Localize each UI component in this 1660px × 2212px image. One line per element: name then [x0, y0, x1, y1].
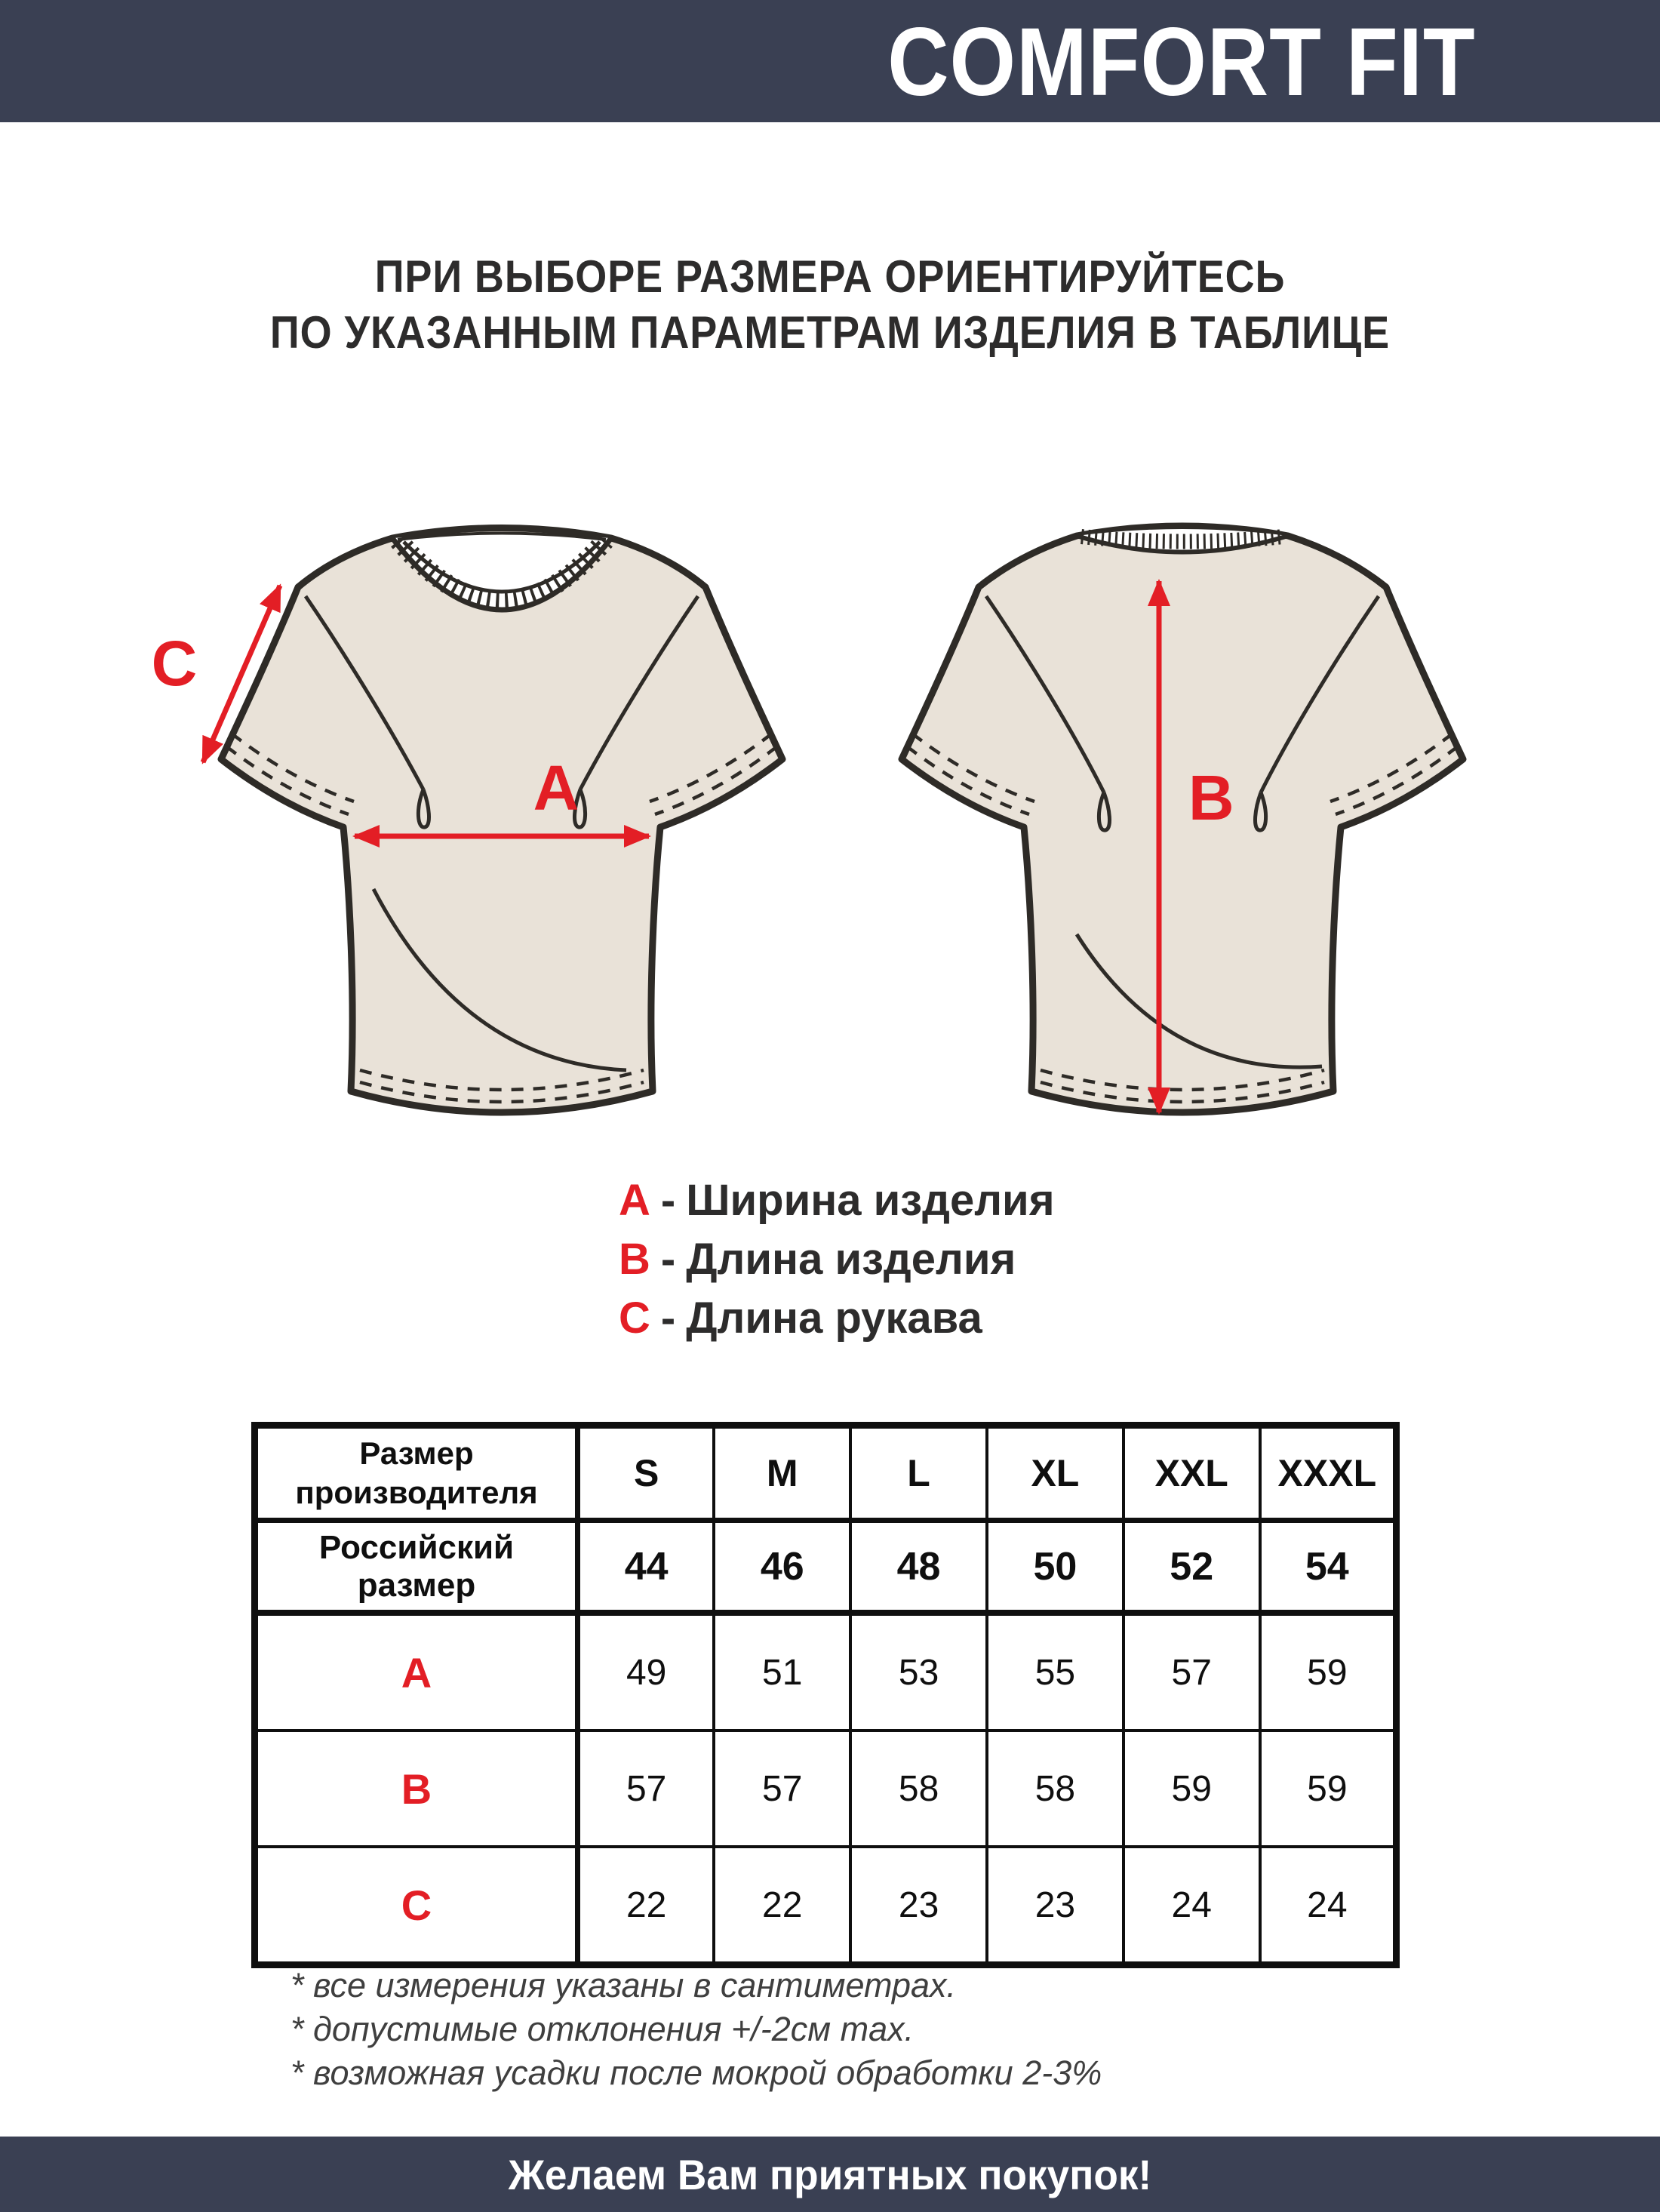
footnote-3: * возможная усадки после мокрой обработки 2-3% — [290, 2054, 1102, 2092]
size-col-s: S — [578, 1426, 715, 1521]
footnote-1: * все измерения указаны в сантиметрах. — [290, 1966, 957, 2004]
measure-value: 59 — [1260, 1731, 1397, 1847]
size-col-xl: XL — [987, 1426, 1124, 1521]
tshirt-back-diagram — [850, 466, 1514, 1146]
russian-size-value: 46 — [714, 1521, 850, 1614]
legend-label-c: Длина рукава — [686, 1294, 982, 1343]
top-brand-bar — [0, 0, 1660, 122]
tshirt-diagrams — [0, 466, 1649, 1146]
measure-row-letter-c: C — [255, 1847, 578, 1965]
measure-value: 51 — [714, 1613, 850, 1731]
legend-label-b: Длина изделия — [686, 1235, 1016, 1284]
table-corner-label: Размер производителя — [255, 1426, 578, 1521]
width-label-a: A — [533, 752, 579, 823]
footnotes — [290, 1964, 1102, 2095]
measure-row-c — [255, 1847, 1397, 1965]
measure-value: 57 — [714, 1731, 850, 1847]
measure-row-a — [255, 1613, 1397, 1731]
measure-row-b — [255, 1731, 1397, 1847]
size-col-m: M — [714, 1426, 850, 1521]
measure-value: 53 — [850, 1613, 987, 1731]
russian-size-value: 44 — [578, 1521, 715, 1614]
measure-value: 59 — [1124, 1731, 1260, 1847]
legend-label-a: Ширина изделия — [686, 1176, 1055, 1225]
footnote-2: * допустимые отклонения +/-2см max. — [290, 2010, 915, 2048]
measure-value: 57 — [1124, 1613, 1260, 1731]
sleeve-label-c: C — [151, 628, 198, 699]
measure-value: 23 — [850, 1847, 987, 1965]
legend-separator: - — [660, 1235, 676, 1284]
russian-size-value: 52 — [1124, 1521, 1260, 1614]
back-shirt-outline — [902, 526, 1463, 1112]
size-col-xxl: XXL — [1124, 1426, 1260, 1521]
legend-item-b — [619, 1230, 1055, 1289]
legend-letter-a: A — [619, 1176, 650, 1225]
measure-value: 59 — [1260, 1613, 1397, 1731]
table-header-row — [255, 1426, 1397, 1521]
measure-value: 55 — [987, 1613, 1124, 1731]
tshirt-front-diagram — [124, 466, 834, 1146]
legend-separator: - — [660, 1294, 676, 1343]
legend-item-c — [619, 1289, 1055, 1348]
russian-size-label: Российский размер — [255, 1521, 578, 1614]
measure-value: 58 — [987, 1731, 1124, 1847]
russian-size-value: 54 — [1260, 1521, 1397, 1614]
intro-line-2: ПО УКАЗАННЫМ ПАРАМЕТРАМ ИЗДЕЛИЯ В ТАБЛИЦЕ — [269, 307, 1391, 358]
measurement-legend — [619, 1171, 1055, 1348]
measure-value: 24 — [1124, 1847, 1260, 1965]
measure-value: 22 — [714, 1847, 850, 1965]
measure-value: 24 — [1260, 1847, 1397, 1965]
legend-item-a — [619, 1171, 1055, 1230]
russian-size-value: 50 — [987, 1521, 1124, 1614]
measure-value: 58 — [850, 1731, 987, 1847]
russian-size-row — [255, 1521, 1397, 1614]
bottom-message-bar — [0, 2137, 1660, 2212]
size-col-l: L — [850, 1426, 987, 1521]
measure-value: 57 — [578, 1731, 715, 1847]
length-label-b: B — [1188, 762, 1234, 833]
measure-row-letter-a: A — [255, 1613, 578, 1731]
intro-heading — [83, 249, 1577, 361]
legend-separator: - — [660, 1176, 676, 1225]
footer-message: Желаем Вам приятных покупок! — [508, 2151, 1152, 2198]
intro-line-1: ПРИ ВЫБОРЕ РАЗМЕРА ОРИЕНТИРУЙТЕСЬ — [374, 251, 1286, 302]
brand-title: COMFORT FIT — [887, 8, 1475, 116]
measure-row-letter-b: B — [255, 1731, 578, 1847]
size-col-xxxl: XXXL — [1260, 1426, 1397, 1521]
measure-value: 22 — [578, 1847, 715, 1965]
measure-value: 23 — [987, 1847, 1124, 1965]
legend-letter-b: B — [619, 1235, 650, 1284]
measure-value: 49 — [578, 1613, 715, 1731]
size-table — [251, 1422, 1400, 1968]
front-shirt-outline — [221, 528, 782, 1113]
russian-size-value: 48 — [850, 1521, 987, 1614]
legend-letter-c: C — [619, 1294, 650, 1343]
